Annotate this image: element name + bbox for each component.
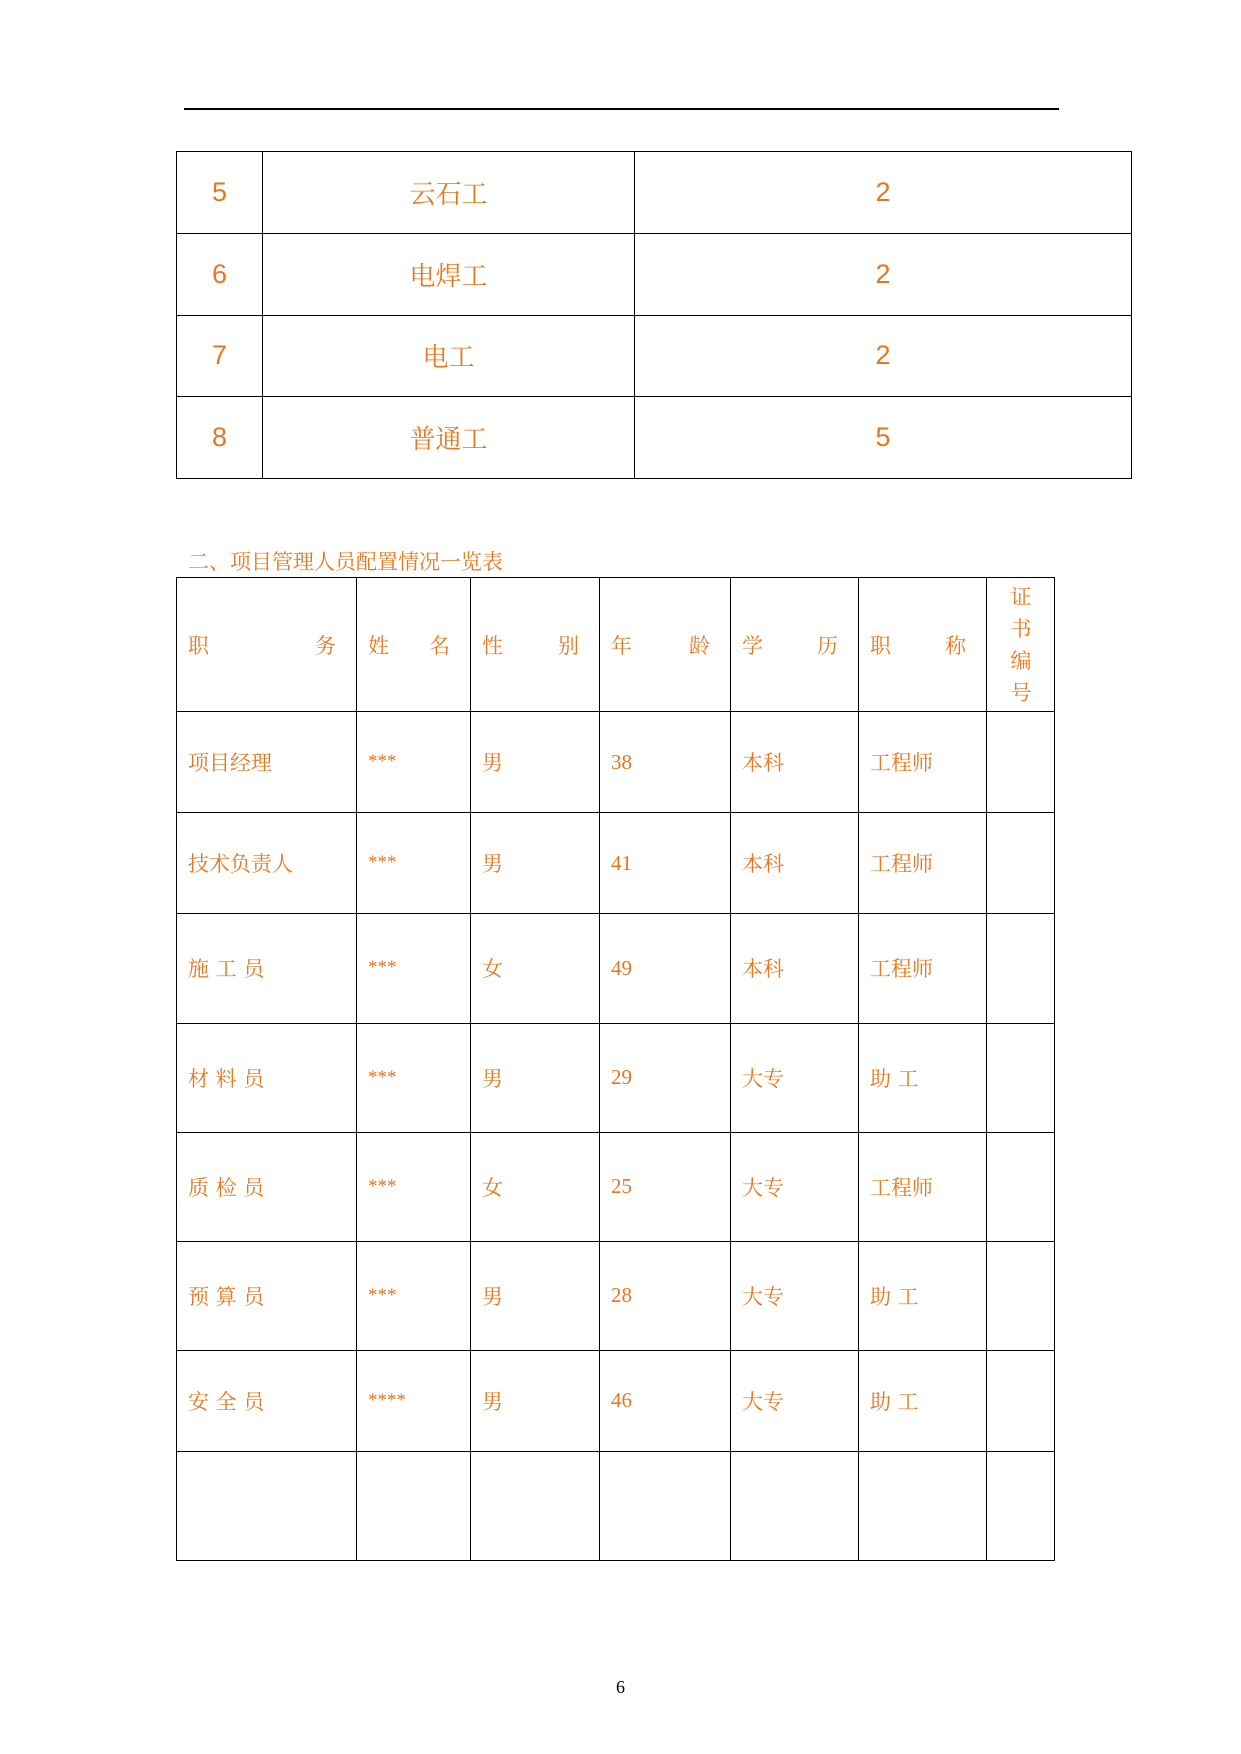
table-row — [177, 1023, 1055, 1132]
title-cell: 助 工 — [859, 1350, 987, 1451]
row-number: 7 — [177, 315, 263, 397]
table-row — [177, 914, 1055, 1023]
title-cell: 工程师 — [859, 712, 987, 813]
table-row — [177, 1241, 1055, 1350]
education-cell: 大专 — [731, 1023, 859, 1132]
name-cell: *** — [357, 1132, 471, 1241]
age-cell: 41 — [600, 813, 731, 914]
header-certificate-number: 证 书 编 号 — [987, 578, 1055, 712]
position-cell: 预 算 员 — [177, 1241, 357, 1350]
header-rule — [184, 108, 1059, 110]
certificate-cell — [987, 1350, 1055, 1451]
certificate-cell — [987, 1241, 1055, 1350]
table-row — [177, 712, 1055, 813]
gender-cell: 男 — [471, 1241, 600, 1350]
education-cell: 大专 — [731, 1241, 859, 1350]
title-cell: 工程师 — [859, 914, 987, 1023]
position-cell: 安 全 员 — [177, 1350, 357, 1451]
gender-cell: 男 — [471, 712, 600, 813]
age-cell: 49 — [600, 914, 731, 1023]
name-cell — [357, 1451, 471, 1560]
trade-name: 电焊工 — [263, 233, 635, 315]
name-cell: **** — [357, 1350, 471, 1451]
table-row — [177, 233, 1132, 315]
table-row — [177, 1451, 1055, 1560]
trade-staff-table — [176, 151, 1132, 479]
name-cell: *** — [357, 813, 471, 914]
age-cell: 29 — [600, 1023, 731, 1132]
table-header-row — [177, 578, 1055, 712]
education-cell: 本科 — [731, 712, 859, 813]
name-cell: *** — [357, 712, 471, 813]
education-cell: 大专 — [731, 1132, 859, 1241]
gender-cell: 男 — [471, 1350, 600, 1451]
position-cell — [177, 1451, 357, 1560]
trade-name: 电工 — [263, 315, 635, 397]
age-cell: 38 — [600, 712, 731, 813]
trade-name: 普通工 — [263, 397, 635, 479]
header-title: 职 称 — [859, 578, 987, 712]
gender-cell: 女 — [471, 914, 600, 1023]
certificate-cell — [987, 1132, 1055, 1241]
title-cell — [859, 1451, 987, 1560]
certificate-cell — [987, 914, 1055, 1023]
gender-cell — [471, 1451, 600, 1560]
name-cell: *** — [357, 914, 471, 1023]
trade-name: 云石工 — [263, 152, 635, 234]
certificate-cell — [987, 1023, 1055, 1132]
position-cell: 材 料 员 — [177, 1023, 357, 1132]
gender-cell: 女 — [471, 1132, 600, 1241]
gender-cell: 男 — [471, 1023, 600, 1132]
header-name: 姓 名 — [357, 578, 471, 712]
management-staff-table — [176, 577, 1055, 1561]
name-cell: *** — [357, 1023, 471, 1132]
row-number: 5 — [177, 152, 263, 234]
position-cell: 项目经理 — [177, 712, 357, 813]
staff-count: 2 — [635, 152, 1132, 234]
staff-count: 2 — [635, 315, 1132, 397]
header-education: 学 历 — [731, 578, 859, 712]
table-row — [177, 1132, 1055, 1241]
education-cell: 本科 — [731, 914, 859, 1023]
age-cell: 28 — [600, 1241, 731, 1350]
certificate-cell — [987, 712, 1055, 813]
age-cell: 25 — [600, 1132, 731, 1241]
certificate-cell — [987, 1451, 1055, 1560]
position-cell: 质 检 员 — [177, 1132, 357, 1241]
gender-cell: 男 — [471, 813, 600, 914]
name-cell: *** — [357, 1241, 471, 1350]
age-cell: 46 — [600, 1350, 731, 1451]
table-row — [177, 813, 1055, 914]
certificate-cell — [987, 813, 1055, 914]
age-cell — [600, 1451, 731, 1560]
position-cell: 技术负责人 — [177, 813, 357, 914]
title-cell: 工程师 — [859, 1132, 987, 1241]
staff-count: 5 — [635, 397, 1132, 479]
education-cell — [731, 1451, 859, 1560]
section-title: 二、项目管理人员配置情况一览表 — [188, 550, 503, 574]
row-number: 6 — [177, 233, 263, 315]
header-age: 年 龄 — [600, 578, 731, 712]
education-cell: 本科 — [731, 813, 859, 914]
table-row — [177, 1350, 1055, 1451]
title-cell: 工程师 — [859, 813, 987, 914]
education-cell: 大专 — [731, 1350, 859, 1451]
position-cell: 施 工 员 — [177, 914, 357, 1023]
table-row — [177, 397, 1132, 479]
staff-count: 2 — [635, 233, 1132, 315]
header-gender: 性 别 — [471, 578, 600, 712]
page-number: 6 — [616, 1677, 625, 1697]
row-number: 8 — [177, 397, 263, 479]
header-position: 职 务 — [177, 578, 357, 712]
title-cell: 助 工 — [859, 1023, 987, 1132]
table-row — [177, 315, 1132, 397]
title-cell: 助 工 — [859, 1241, 987, 1350]
table-row — [177, 152, 1132, 234]
